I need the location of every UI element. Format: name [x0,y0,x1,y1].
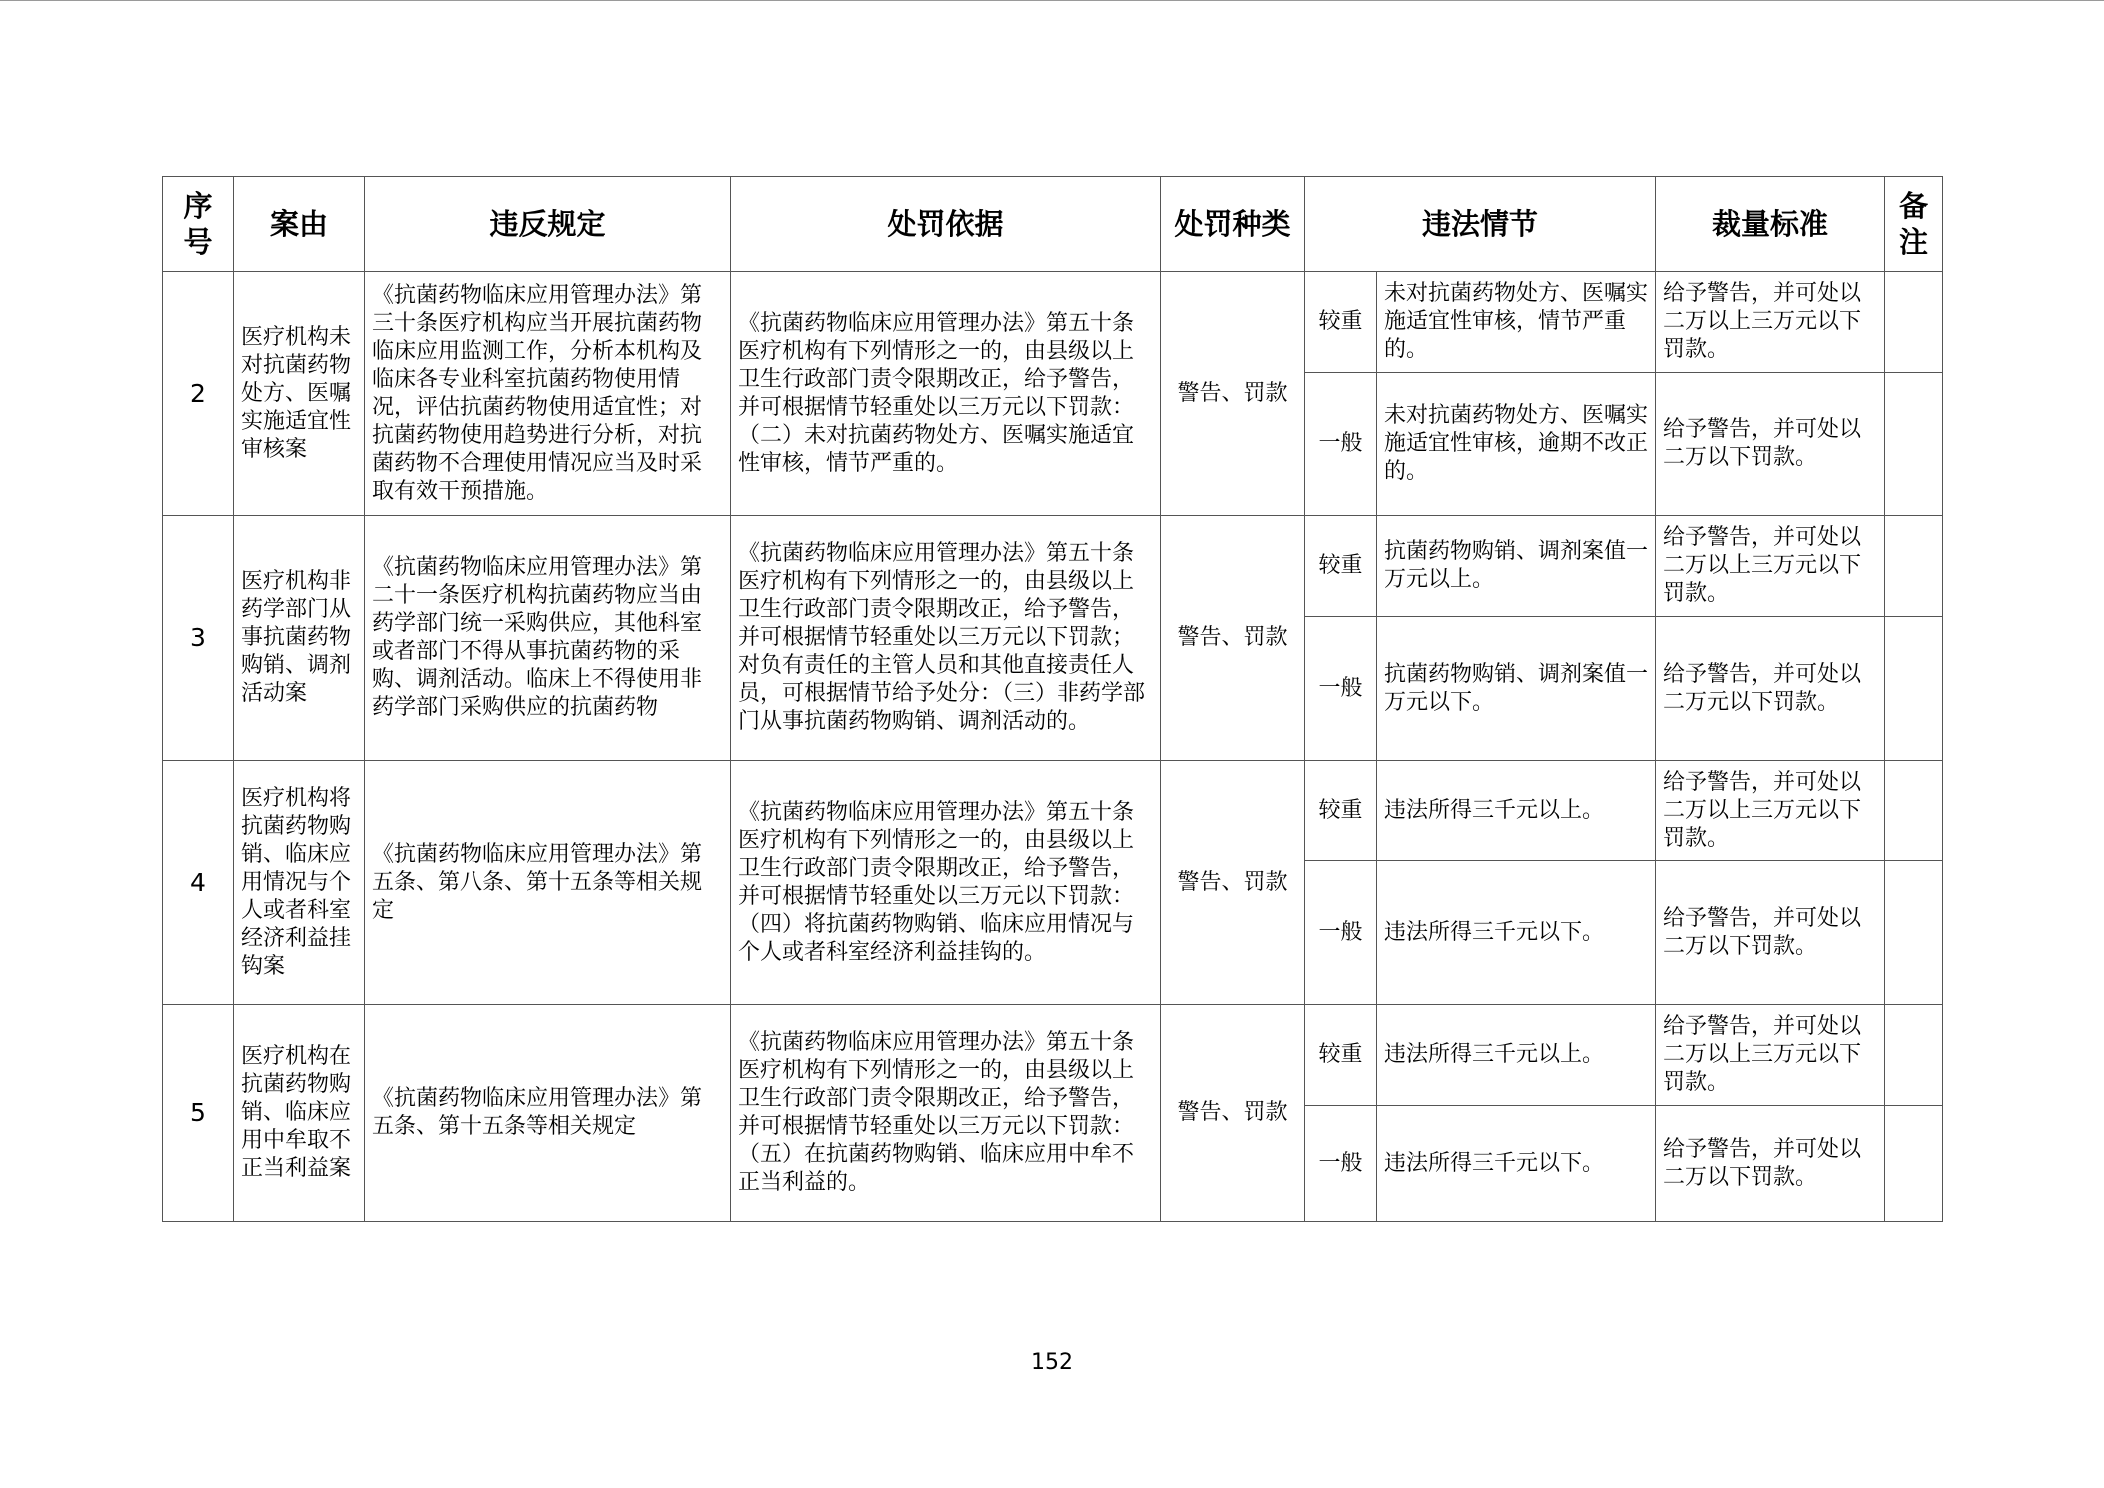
level-label: 较重 [1305,1005,1377,1106]
page-top-border [0,0,2104,1]
table-row [163,516,1943,617]
row-basis: 《抗菌药物临床应用管理办法》第五十条医疗机构有下列情形之一的，由县级以上卫生行政部门责令限期改正，给予警告，并可根据情节轻重处以三万元以下罚款：（四）将抗菌药物购销、临床应用情况与个人或者科室经济利益挂钩的。 [731,761,1161,1005]
level-detail: 违法所得三千元以上。 [1377,1005,1656,1106]
level-remark [1885,761,1943,861]
header-row [163,177,1943,272]
table-row [163,761,1943,861]
level-label: 一般 [1305,1106,1377,1222]
row-seq: 4 [163,761,234,1005]
table-row [163,272,1943,373]
level-standard: 给予警告，并可处以二万元以下罚款。 [1656,617,1885,761]
row-case: 医疗机构非药学部门从事抗菌药物购销、调剂活动案 [234,516,365,761]
level-detail: 未对抗菌药物处方、医嘱实施适宜性审核，情节严重的。 [1377,272,1656,373]
level-standard: 给予警告，并可处以二万以上三万元以下罚款。 [1656,1005,1885,1106]
row-penalty-type: 警告、罚款 [1161,516,1305,761]
row-penalty-type: 警告、罚款 [1161,272,1305,516]
row-violation: 《抗菌药物临床应用管理办法》第三十条医疗机构应当开展抗菌药物临床应用监测工作，分析本机构及临床各专业科室抗菌药物使用情况，评估抗菌药物使用适宜性；对抗菌药物使用趋势进行分析，对抗菌药物不合理使用情况应当及时采取有效干预措施。 [365,272,731,516]
level-remark [1885,516,1943,617]
level-standard: 给予警告，并可处以二万以上三万元以下罚款。 [1656,272,1885,373]
row-seq: 2 [163,272,234,516]
row-basis: 《抗菌药物临床应用管理办法》第五十条医疗机构有下列情形之一的，由县级以上卫生行政部门责令限期改正，给予警告，并可根据情节轻重处以三万元以下罚款： （五）在抗菌药物购销、临床应用中牟不正当利益的。 [731,1005,1161,1222]
row-violation: 《抗菌药物临床应用管理办法》第二十一条医疗机构抗菌药物应当由药学部门统一采购供应，其他科室或者部门不得从事抗菌药物的采购、调剂活动。临床上不得使用非药学部门采购供应的抗菌药物 [365,516,731,761]
header-case: 案由 [234,177,365,272]
header-standard: 裁量标准 [1656,177,1885,272]
level-remark [1885,1106,1943,1222]
level-detail: 违法所得三千元以下。 [1377,1106,1656,1222]
header-penalty-type: 处罚种类 [1161,177,1305,272]
row-case: 医疗机构在抗菌药物购销、临床应用中牟取不正当利益案 [234,1005,365,1222]
row-case: 医疗机构未对抗菌药物处方、医嘱实施适宜性审核案 [234,272,365,516]
level-remark [1885,617,1943,761]
row-seq: 3 [163,516,234,761]
row-violation: 《抗菌药物临床应用管理办法》第五条、第八条、第十五条等相关规定 [365,761,731,1005]
level-label: 较重 [1305,272,1377,373]
level-remark [1885,861,1943,1005]
level-standard: 给予警告，并可处以二万以上三万元以下罚款。 [1656,761,1885,861]
level-standard: 给予警告，并可处以二万以下罚款。 [1656,861,1885,1005]
row-case: 医疗机构将抗菌药物购销、临床应用情况与个人或者科室经济利益挂钩案 [234,761,365,1005]
level-detail: 未对抗菌药物处方、医嘱实施适宜性审核，逾期不改正的。 [1377,373,1656,516]
level-standard: 给予警告，并可处以二万以下罚款。 [1656,1106,1885,1222]
level-label: 一般 [1305,861,1377,1005]
level-label: 一般 [1305,617,1377,761]
level-label: 较重 [1305,761,1377,861]
level-remark [1885,1005,1943,1106]
header-basis: 处罚依据 [731,177,1161,272]
header-violation: 违反规定 [365,177,731,272]
row-seq: 5 [163,1005,234,1222]
row-basis: 《抗菌药物临床应用管理办法》第五十条医疗机构有下列情形之一的，由县级以上卫生行政部门责令限期改正，给予警告，并可根据情节轻重处以三万元以下罚款；对负有责任的主管人员和其他直接责任人员，可根据情节给予处分：（三）非药学部门从事抗菌药物购销、调剂活动的。 [731,516,1161,761]
header-remarks: 备注 [1885,177,1943,272]
level-remark [1885,272,1943,373]
level-detail: 抗菌药物购销、调剂案值一万元以上。 [1377,516,1656,617]
level-standard: 给予警告，并可处以二万以下罚款。 [1656,373,1885,516]
level-label: 一般 [1305,373,1377,516]
level-detail: 抗菌药物购销、调剂案值一万元以下。 [1377,617,1656,761]
level-label: 较重 [1305,516,1377,617]
header-circumstance: 违法情节 [1305,177,1656,272]
row-violation: 《抗菌药物临床应用管理办法》第五条、第十五条等相关规定 [365,1005,731,1222]
page-number: 152 [1031,1350,1073,1375]
level-standard: 给予警告，并可处以二万以上三万元以下罚款。 [1656,516,1885,617]
header-seq: 序号 [163,177,234,272]
row-penalty-type: 警告、罚款 [1161,1005,1305,1222]
penalty-discretion-table [162,176,1943,1222]
row-penalty-type: 警告、罚款 [1161,761,1305,1005]
row-basis: 《抗菌药物临床应用管理办法》第五十条医疗机构有下列情形之一的，由县级以上卫生行政部门责令限期改正，给予警告，并可根据情节轻重处以三万元以下罚款： （二）未对抗菌药物处方、医嘱实施适宜性审核，情节严重的。 [731,272,1161,516]
level-detail: 违法所得三千元以下。 [1377,861,1656,1005]
table-row [163,1005,1943,1106]
level-remark [1885,373,1943,516]
level-detail: 违法所得三千元以上。 [1377,761,1656,861]
